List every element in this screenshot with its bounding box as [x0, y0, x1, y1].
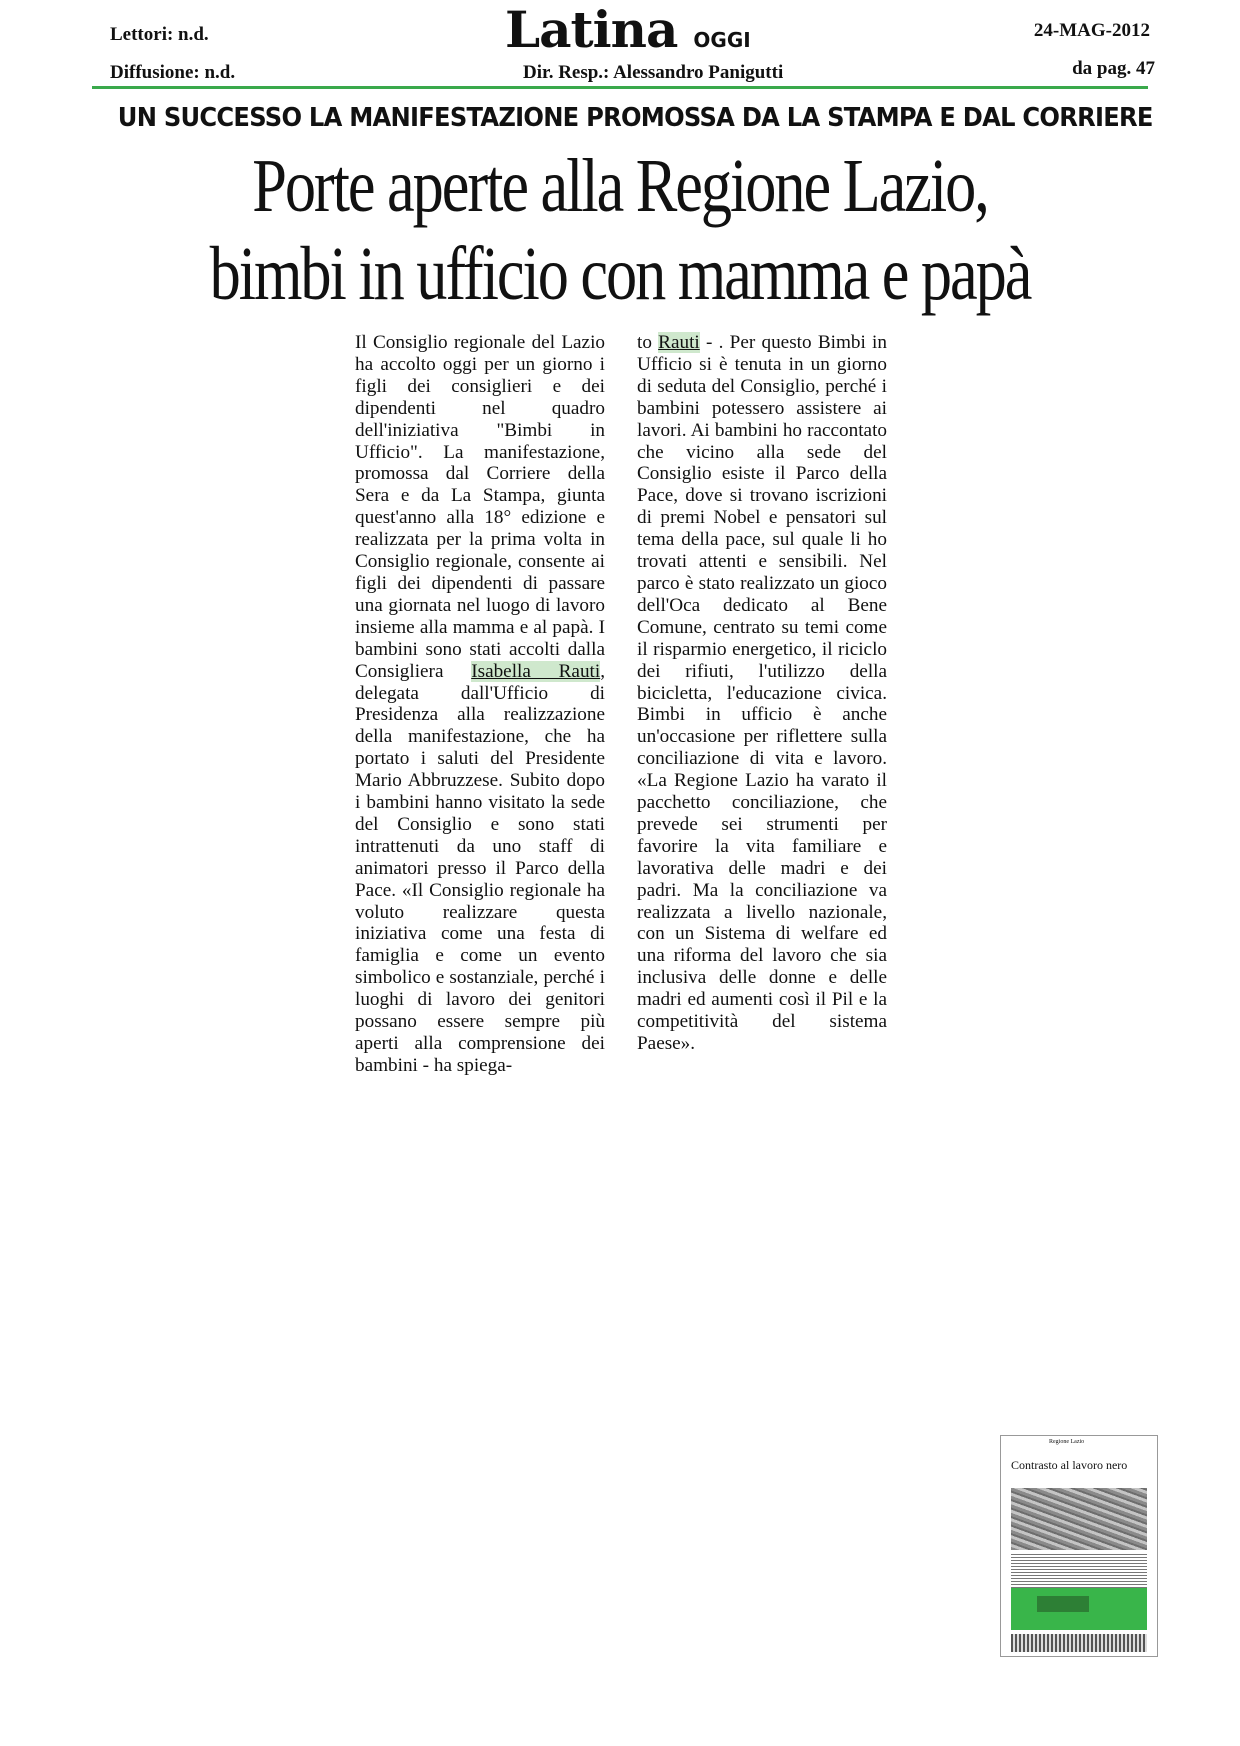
article-column-1 [355, 332, 605, 1077]
page-thumbnail [1000, 1435, 1158, 1657]
column-2-text-b: - . Per questo Bimbi in Ufficio si è tenuta in un giorno di seduta del Consiglio, perché i bambini potessero assistere ai lavori. Ai bambini ho raccontato che vicino alla sede del Consiglio esiste il Parco della Pace, dove si trovano iscrizioni di premi Nobel e pensatori sul tema della pace, sul quale li ho trovati attenti e sensibili. Nel parco è stato realizzato un gioco dell'Oca dedicato al Bene Comune, centrato su temi come il risparmio energetico, il riciclo dei rifiuti, l'utilizzo della bicicletta, l'educazione civica. Bimbi in ufficio è anche un'occasione per riflettere sulla conciliazione di vita e lavoro. «La Regione Lazio ha varato il pacchetto conciliazione, che prevede sei strumenti per favorire la vita familiare e lavorativa delle madri e dei padri. Ma la conciliazione va realizzata a livello nazionale, con un Sistema di welfare ed una riforma del lavoro che sia inclusiva delle donne e delle madri ed aumenti così il Pil e la competitività del sistema Paese». [637, 332, 887, 1054]
article-kicker: UN SUCCESSO LA MANIFESTAZIONE PROMOSSA DA LA STAMPA E DAL CORRIERE [117, 103, 1153, 133]
column-1-text-a: Il Consiglio regionale del Lazio ha accolto oggi per un giorno i figli dei consiglieri e dei dipendenti nel quadro dell'iniziativa "Bimbi in Ufficio". La manifestazione, promossa dal Corriere della Sera e da La Stampa, giunta quest'anno alla 18° edizione e realizzata per la prima volta in Consiglio regionale, consente ai figli dei dipendenti di passare una giornata nel luogo di lavoro insieme alla mamma e al papà. I bambini sono stati accolti dalla Consigliera [355, 332, 605, 682]
article-headline [60, 142, 1180, 318]
headline-line-1: Porte aperte alla Regione Lazio, [252, 144, 988, 228]
article-column-2 [637, 332, 887, 1055]
thumbnail-title: Contrasto al lavoro nero [1011, 1458, 1128, 1472]
newspaper-masthead [505, 0, 751, 59]
circulation-label: Diffusione: n.d. [110, 62, 236, 83]
column-2-text-a: to [637, 332, 659, 353]
page-reference: da pag. 47 [1072, 58, 1155, 79]
highlighted-name: Isabella Rauti [471, 660, 601, 682]
column-2-text [637, 332, 887, 1055]
headline-line-2: bimbi in ufficio con mamma e papà [209, 232, 1031, 316]
thumbnail-headline-box [1037, 1596, 1089, 1612]
column-1-text [355, 332, 605, 1077]
thumbnail-masthead: Regione Lazio [1049, 1439, 1085, 1445]
editor-label: Dir. Resp.: Alessandro Panigutti [523, 62, 784, 83]
masthead-subtitle: OGGI [693, 28, 751, 52]
masthead-title: Latina [505, 0, 678, 59]
header-divider [92, 86, 1148, 89]
thumbnail-text-block [1011, 1554, 1147, 1588]
highlighted-name: Rauti [658, 332, 700, 353]
publication-date: 24-MAG-2012 [1033, 20, 1150, 41]
column-1-text-b: , delegata dall'Ufficio di Presidenza alla realizzazione della manifestazione, che ha portato i saluti del Presidente Mario Abbruzzese. Subito dopo i bambini hanno visitato la sede del Consiglio e sono stati intrattenuti da uno staff di animatori presso il Parco della Pace. «Il Consiglio regionale ha voluto realizzare questa iniziativa come una festa di famiglia e come un evento simbolico e sostanziale, perché i luoghi di lavoro dei genitori possano essere sempre più aperti alla comprensione dei bambini - ha spiega- [355, 660, 605, 1076]
readers-label: Lettori: n.d. [110, 24, 209, 45]
thumbnail-photo [1011, 1488, 1147, 1550]
thumbnail-footer-text [1011, 1634, 1147, 1652]
